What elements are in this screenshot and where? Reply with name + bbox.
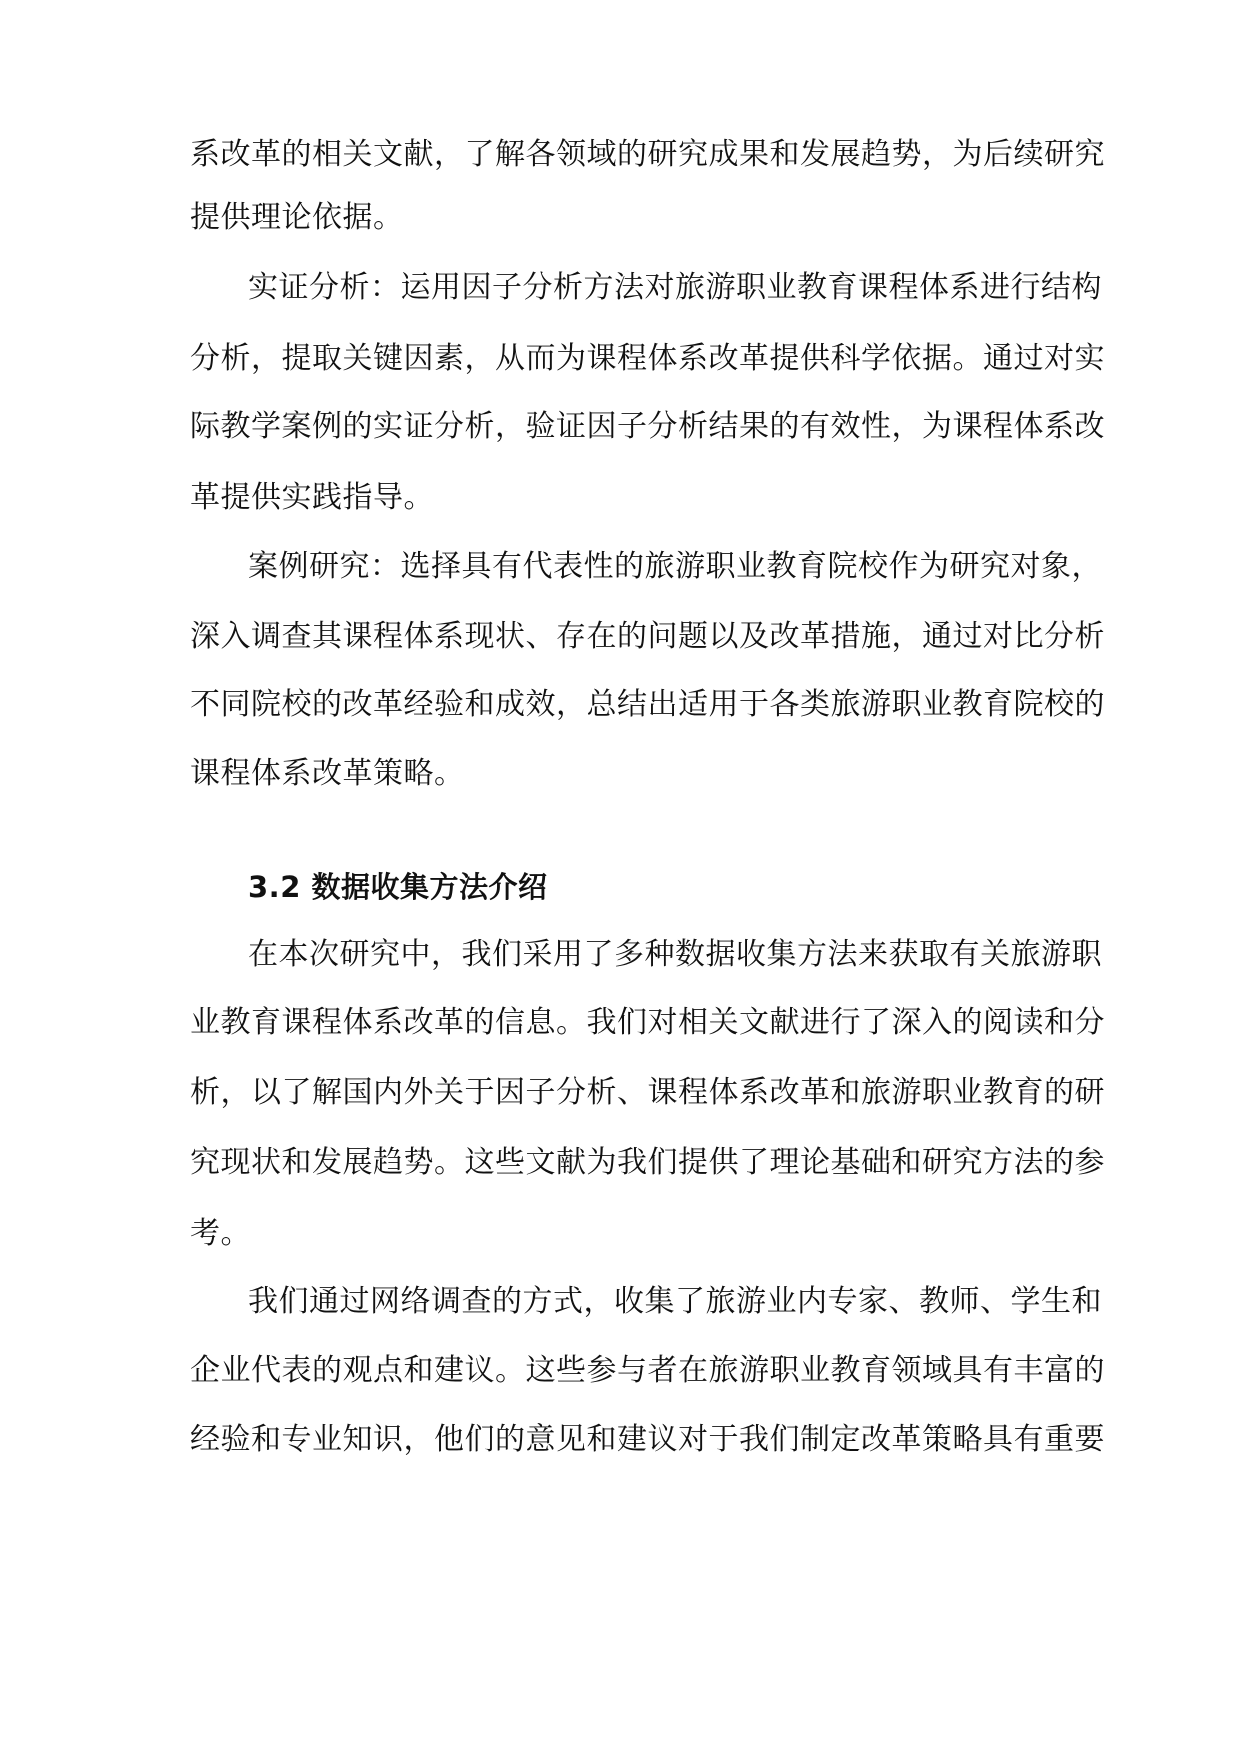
text-line: 系改革的相关文献，了解各领域的研究成果和发展趋势，为后续研究 (190, 137, 1105, 172)
text-line: 际教学案例的实证分析，验证因子分析结果的有效性，为课程体系改 (190, 409, 1105, 444)
text-line: 在本次研究中，我们采用了多种数据收集方法来获取有关旅游职 (248, 937, 1102, 972)
text-line: 业教育课程体系改革的信息。我们对相关文献进行了深入的阅读和分 (190, 1005, 1105, 1040)
text-line: 企业代表的观点和建议。这些参与者在旅游职业教育领域具有丰富的 (190, 1353, 1105, 1388)
text-line: 深入调查其课程体系现状、存在的问题以及改革措施，通过对比分析 (190, 619, 1105, 654)
text-line: 考。 (190, 1216, 251, 1251)
text-line: 革提供实践指导。 (190, 480, 434, 515)
text-line: 我们通过网络调查的方式，收集了旅游业内专家、教师、学生和 (248, 1284, 1102, 1319)
text-line: 实证分析：运用因子分析方法对旅游职业教育课程体系进行结构 (248, 270, 1102, 305)
text-line: 案例研究：选择具有代表性的旅游职业教育院校作为研究对象， (248, 549, 1102, 584)
text-line: 不同院校的改革经验和成效，总结出适用于各类旅游职业教育院校的 (190, 687, 1105, 722)
text-line: 析，以了解国内外关于因子分析、课程体系改革和旅游职业教育的研 (190, 1075, 1105, 1110)
text-line: 分析，提取关键因素，从而为课程体系改革提供科学依据。通过对实 (190, 341, 1105, 376)
text-line: 经验和专业知识，他们的意见和建议对于我们制定改革策略具有重要 (190, 1422, 1105, 1457)
text-line: 究现状和发展趋势。这些文献为我们提供了理论基础和研究方法的参 (190, 1145, 1105, 1180)
section-heading: 3.2 数据收集方法介绍 (248, 870, 548, 904)
text-line: 提供理论依据。 (190, 200, 404, 235)
text-line: 课程体系改革策略。 (190, 756, 465, 791)
